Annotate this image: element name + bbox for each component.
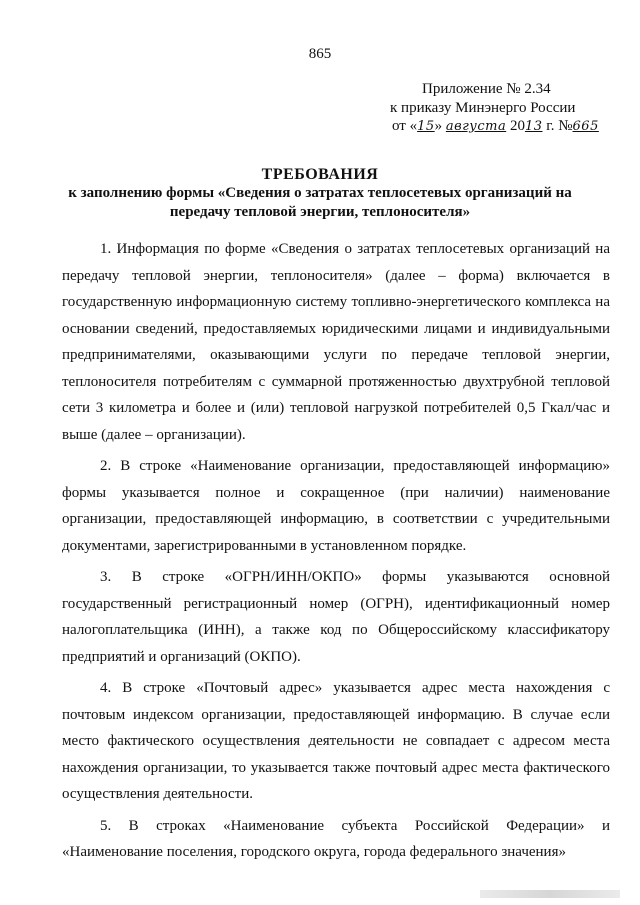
page-number: 865 bbox=[308, 46, 332, 62]
appendix-line-3 bbox=[390, 117, 620, 137]
paragraph-5: 5. В строках «Наименование субъекта Российской Федерации» и «Наименование поселения, городского округа, города федерального значения» bbox=[62, 817, 610, 860]
appendix-header bbox=[390, 80, 620, 137]
handwritten-day: 15 bbox=[417, 119, 435, 134]
handwritten-month: августа bbox=[445, 119, 507, 134]
date-mid: » bbox=[434, 118, 443, 134]
paragraph-2: 2. В строке «Наименование организации, предоставляющей информацию» формы указывается полное и сокращенное (при наличии) наименование организации, предоставляющей информацию, в соответствии с учредительными документами, зарегистрированными в установленном порядке. bbox=[62, 458, 610, 554]
paragraph-4: 4. В строке «Почтовый адрес» указывается адрес места нахождения с почтовым индексом организации, предоставляющей информацию. В случае если место фактического осуществления деятельности не совпадает с адресом места нахождения организации, то указывается также почтовый адрес места фактического осуществления деятельности. bbox=[62, 680, 610, 802]
date-prefix: от « bbox=[392, 118, 418, 134]
title-subtitle-2: передачу тепловой энергии, теплоносителя» bbox=[169, 204, 471, 220]
year-prefix: 20 bbox=[509, 118, 525, 134]
scan-artifact bbox=[480, 890, 620, 898]
document-title bbox=[0, 165, 640, 222]
appendix-line-1: Приложение № 2.34 bbox=[422, 81, 551, 97]
paragraph-1: 1. Информация по форме «Сведения о затратах теплосетевых организаций на передачу тепловой энергии, теплоносителя» (далее – форма) включается в государственную информационную систему топливно-энергетического комплекса на основании сведений, предоставляемых юридическими лицами и индивидуальными предпринимателями, оказывающими услуги по передаче тепловой энергии, теплоносителя потребителям с суммарной протяженностью двухтрубной тепловой сети 3 километра и более и (или) тепловой нагрузкой потребителей 0,5 Гкал/час и выше (далее – организации). bbox=[62, 241, 610, 443]
document-body bbox=[62, 236, 610, 871]
paragraph-3: 3. В строке «ОГРН/ИНН/ОКПО» формы указываются основной государственный регистрационный номер (ОГРН), идентификационный номер налогоплательщика (ИНН), а также код по Общероссийскому классификатору предприятий и организаций (ОКПО). bbox=[62, 569, 610, 665]
handwritten-year: 13 bbox=[524, 119, 543, 134]
title-subtitle-1: к заполнению формы «Сведения о затратах теплосетевых организаций на bbox=[68, 185, 572, 201]
order-number-label: г. № bbox=[542, 118, 573, 134]
title-main: ТРЕБОВАНИЯ bbox=[261, 166, 379, 183]
handwritten-order-number: 665 bbox=[572, 119, 599, 134]
appendix-line-2: к приказу Минэнерго России bbox=[390, 99, 576, 116]
